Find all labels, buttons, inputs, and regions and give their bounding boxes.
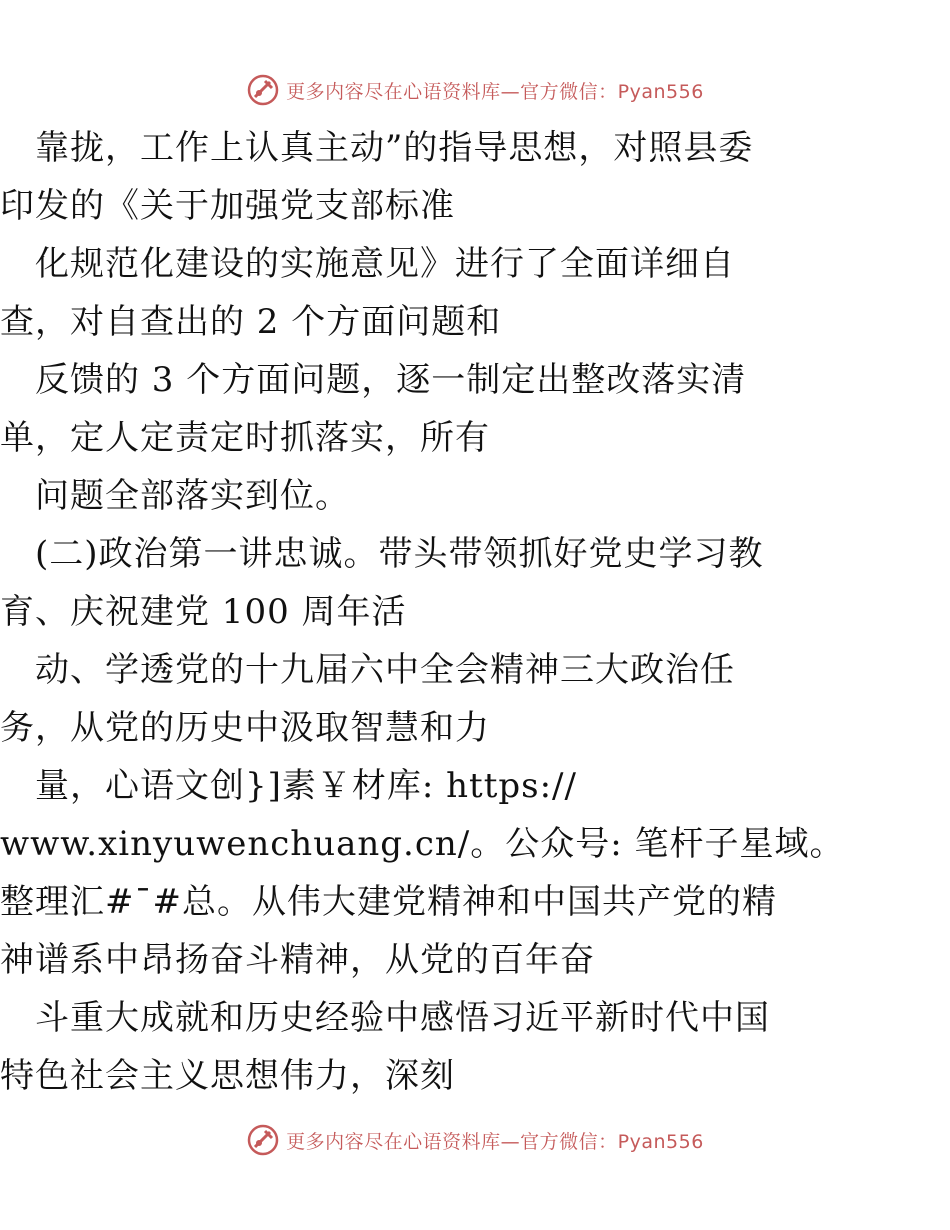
text-line: 斗重大成就和历史经验中感悟习近平新时代中国 [0,998,770,1038]
text-line: 特色社会主义思想伟力，深刻 [0,1056,455,1096]
text-line: 靠拢，工作上认真主动”的指导思想，对照县委 [0,128,754,168]
brand-logo-icon [246,1123,280,1157]
text-line: 查，对自查出的 2 个方面问题和 [0,302,502,342]
text-line: www.xinyuwenchuang.cn/。公众号: 笔杆子星域。 [0,824,845,864]
text-line: 化规范化建设的实施意见》进行了全面详细自 [0,244,735,284]
text-line: 务，从党的历史中汲取智慧和力 [0,708,490,748]
text-line: 单，定人定责定时抓落实，所有 [0,418,490,458]
footer-watermark-banner [0,1120,950,1160]
text-line: 印发的《关于加强党支部标准 [0,186,455,226]
brand-logo-icon [246,73,280,107]
text-line: 动、学透党的十九届六中全会精神三大政治任 [0,650,735,690]
watermark-text: 更多内容尽在心语资料库—官方微信：Pyan556 [286,80,704,103]
watermark-text: 更多内容尽在心语资料库—官方微信：Pyan556 [286,1130,704,1153]
header-watermark-banner [0,70,950,110]
text-line: 反馈的 3 个方面问题，逐一制定出整改落实清 [0,360,747,400]
text-line: 育、庆祝建党 100 周年活 [0,592,407,632]
text-line: 整理汇#¯#总。从伟大建党精神和中国共产党的精 [0,882,777,922]
text-line: 问题全部落实到位。 [0,476,350,516]
text-line: 神谱系中昂扬奋斗精神，从党的百年奋 [0,940,595,980]
text-line: 量，心语文创}]素￥材库: https:// [0,766,577,806]
text-line: (二)政治第一讲忠诚。带头带领抓好党史学习教 [0,534,764,574]
